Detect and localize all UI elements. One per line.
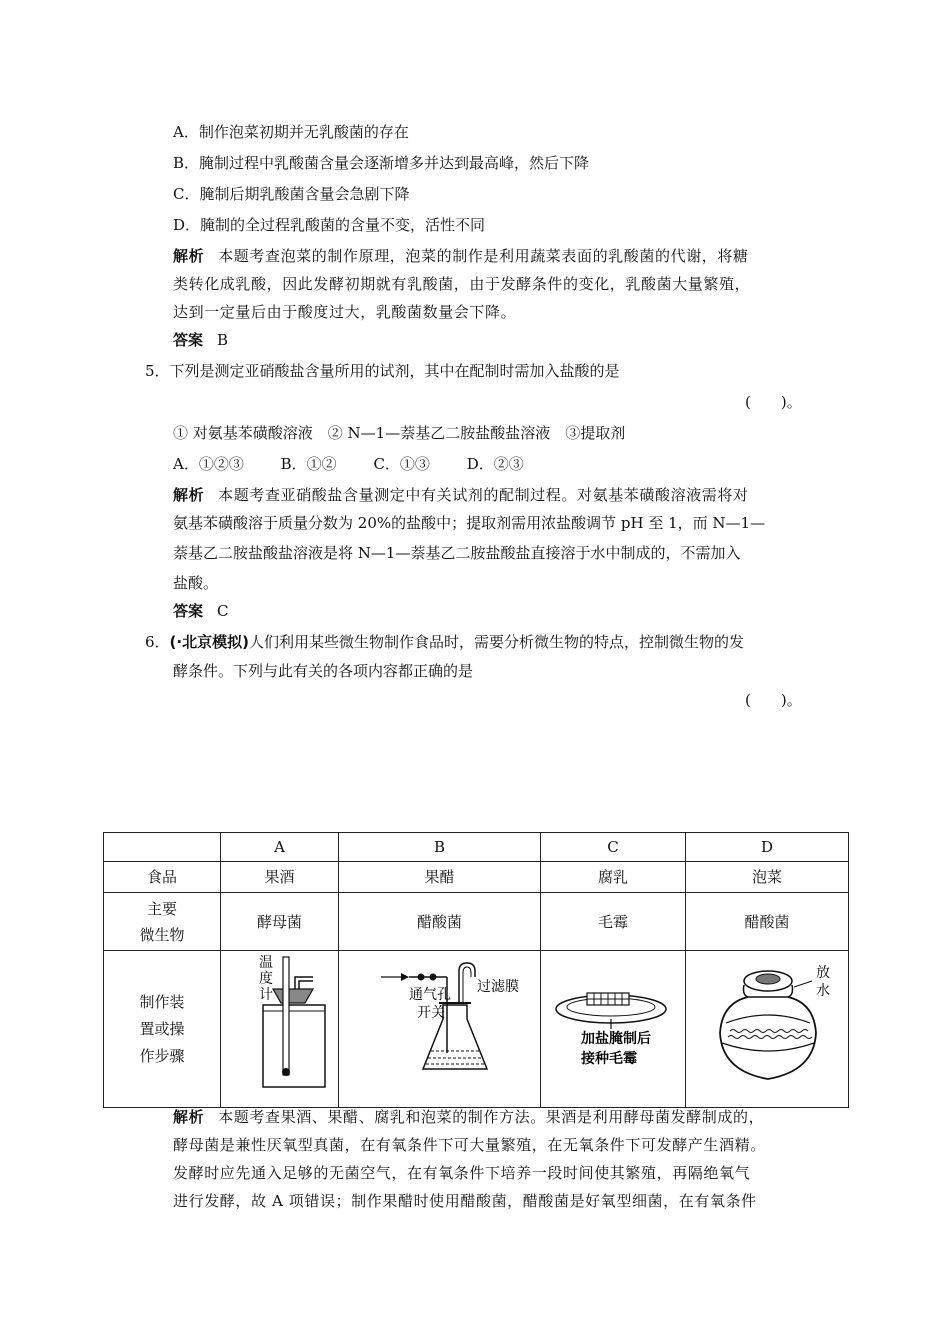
table-header-d: D [686, 833, 849, 862]
q5-analysis-line-3: 萘基乙二胺盐酸盐溶液是将 N—1—萘基乙二胺盐酸盐直接溶于水中制成的，不需加入 [173, 544, 741, 562]
q6-analysis-line-1: 解析 本题考查果酒、果醋、腐乳和泡菜的制作方法。果酒是利用酵母菌发酵制成的， [173, 1108, 765, 1126]
microbe-d: 醋酸菌 [686, 893, 849, 951]
q5-reagents: ① 对氨基苯磺酸溶液 ② N—1—萘基乙二胺盐酸盐溶液 ③提取剂 [173, 424, 626, 442]
microbe-a: 酵母菌 [221, 893, 339, 951]
table-row-microbe [104, 893, 849, 951]
q5-answer-label: 答案 [173, 602, 204, 620]
q6-analysis-label: 解析 [173, 1108, 205, 1126]
food-b: 果醋 [339, 862, 541, 893]
a-label-1: 温 [259, 955, 273, 971]
microbe-b: 醋酸菌 [339, 893, 541, 951]
microbe-c: 毛霉 [541, 893, 686, 951]
d-label-1: 放 [816, 965, 830, 981]
d-label-2: 水 [816, 983, 830, 999]
device-a [221, 951, 339, 1108]
q6-analysis-line-2: 酵母菌是兼性厌氧型真菌，在有氧条件下可大量繁殖，在无氧条件下可发酵产生酒精。 [173, 1136, 766, 1154]
sufu-plate-diagram [541, 951, 686, 1101]
table-header-c: C [541, 833, 686, 862]
q4-analysis-line-2: 类转化成乳酸，因此发酵初期就有乳酸菌，由于发酵条件的变化，乳酸菌大量繁殖， [173, 275, 751, 293]
device-c [541, 951, 686, 1108]
q5-option-d: D．②③ [466, 455, 524, 473]
q4-analysis-line-3: 达到一定量后由于酸度过大，乳酸菌数量会下降。 [173, 303, 517, 321]
q6-stem-line-2: 酵条件。下列与此有关的各项内容都正确的是 [173, 662, 474, 680]
q5-analysis-line-4: 盐酸。 [173, 574, 219, 592]
table-header-a: A [221, 833, 339, 862]
food-c: 腐乳 [541, 862, 686, 893]
device-d [686, 951, 849, 1108]
q5-option-a: A．①②③ [173, 455, 244, 473]
c-label-2: 接种毛霉 [581, 1051, 637, 1067]
q4-analysis-label: 解析 [173, 247, 205, 265]
q5-answer: 答案 C [173, 602, 229, 620]
food-d: 泡菜 [686, 862, 849, 893]
food-a: 果酒 [221, 862, 339, 893]
q6-analysis-line-3: 发酵时应先通入足够的无菌空气，在有氧条件下培养一段时间使其繁殖，再隔绝氧气 [173, 1164, 751, 1182]
row-label-food: 食品 [104, 862, 221, 893]
q4-answer: 答案 B [173, 331, 229, 349]
q6-stem-line-1: 6．(·北京模拟)人们利用某些微生物制作食品时，需要分析微生物的特点，控制微生物的发 [145, 633, 744, 651]
q4-answer-label: 答案 [173, 331, 204, 349]
row-label-microbe: 主要 微生物 [104, 893, 221, 951]
q4-option-a: A．制作泡菜初期并无乳酸菌的存在 [173, 123, 409, 141]
q5-options [173, 454, 556, 474]
q4-option-c: C．腌制后期乳酸菌含量会急剧下降 [173, 185, 410, 203]
q5-analysis-line-1: 解析 本题考查亚硝酸盐含量测定中有关试剂的配制过程。对氨基苯磺酸溶液需将对 [173, 486, 749, 504]
q4-option-b: B．腌制过程中乳酸菌含量会逐渐增多并达到最高峰，然后下降 [173, 154, 590, 172]
c-label-1: 加盐腌制后 [581, 1031, 651, 1047]
q6-analysis-line-4: 进行发酵，故 A 项错误；制作果醋时使用醋酸菌，醋酸菌是好氧型细菌，在有氧条件 [173, 1192, 757, 1210]
a-label-2: 度 [259, 971, 273, 987]
q5-bracket: ( )。 [745, 393, 802, 411]
b-label-vent: 通气孔 [409, 987, 451, 1003]
device-b [339, 951, 541, 1108]
q5-analysis-label: 解析 [173, 486, 205, 504]
vinegar-fermenter-diagram [339, 951, 541, 1101]
q5-analysis-line-2: 氨基苯磺酸溶于质量分数为 20%的盐酸中；提取剂需用浓盐酸调节 pH 至 1，而 N—1— [173, 514, 766, 532]
q5-stem: 5．下列是测定亚硝酸盐含量所用的试剂，其中在配制时需加入盐酸的是 [145, 362, 620, 380]
table-header-row [104, 833, 849, 862]
q4-option-d: D．腌制的全过程乳酸菌的含量不变，活性不同 [173, 216, 486, 234]
table-row-device [104, 951, 849, 1108]
table-header-empty [104, 833, 221, 862]
q5-option-b: B．①② [280, 455, 337, 473]
table-row-food [104, 862, 849, 893]
q5-option-c: C．①③ [373, 455, 430, 473]
row-label-device: 制作装 置或操 作步骤 [104, 951, 221, 1108]
fermentation-table [103, 832, 849, 1108]
a-label-3: 计 [259, 987, 273, 1003]
b-label-switch: 开关 [417, 1005, 445, 1021]
b-label-filter: 过滤膜 [477, 979, 519, 995]
pickle-jar-diagram [686, 951, 849, 1101]
q4-analysis-line-1: 解析 本题考查泡菜的制作原理，泡菜的制作是利用蔬菜表面的乳酸菌的代谢，将糖 [173, 247, 749, 265]
wine-fermenter-diagram [221, 951, 339, 1101]
table-header-b: B [339, 833, 541, 862]
q6-source: (·北京模拟) [169, 633, 249, 651]
q6-bracket: ( )。 [745, 691, 802, 709]
